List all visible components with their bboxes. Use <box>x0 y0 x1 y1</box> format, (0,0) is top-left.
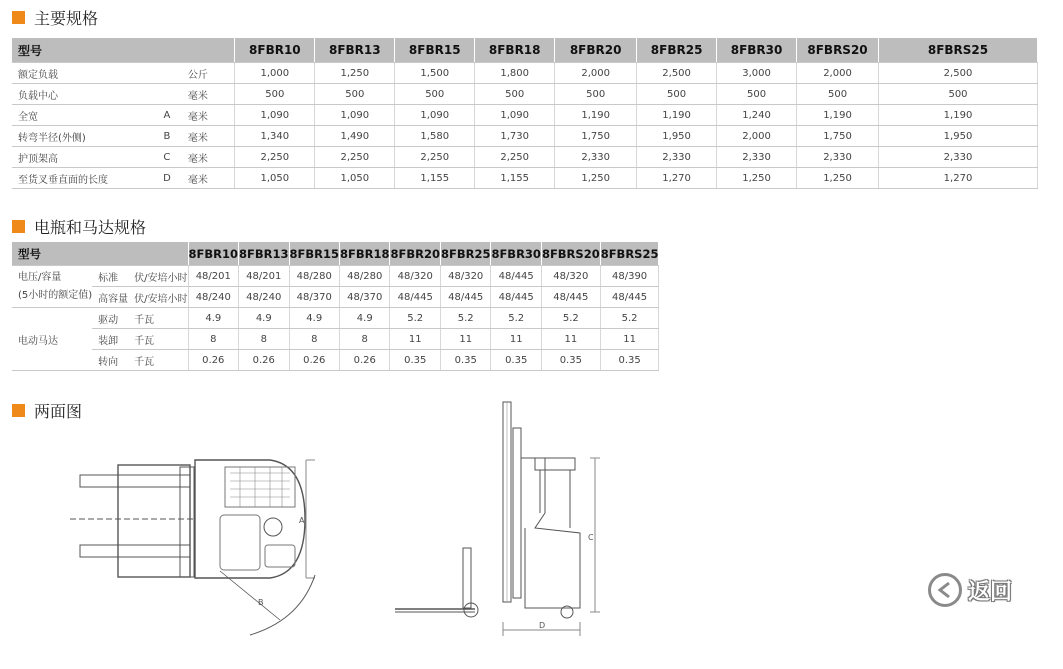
top-view-drawing <box>70 445 330 640</box>
spec-value: 2,000 <box>717 126 797 147</box>
spec-value: 0.26 <box>289 350 339 371</box>
spec-value: 1,240 <box>717 105 797 126</box>
spec-value: 5.2 <box>390 308 440 329</box>
spec-code: B <box>152 126 182 147</box>
model-header-label: 型号 <box>12 242 188 266</box>
spec-value: 4.9 <box>289 308 339 329</box>
spec-value: 1,340 <box>235 126 315 147</box>
spec-unit: 毫米 <box>182 84 235 105</box>
spec-value: 48/370 <box>340 287 390 308</box>
section-title-text: 两面图 <box>34 402 83 421</box>
mast <box>180 467 194 577</box>
spec-value: 1,190 <box>555 105 637 126</box>
spec-value: 1,155 <box>395 168 475 189</box>
spec-value: 2,330 <box>797 147 879 168</box>
section-title-battery-motor <box>12 215 146 238</box>
sub-label: 驱动 <box>92 308 128 329</box>
table-row <box>12 329 659 350</box>
unit-label: 千瓦 <box>128 350 188 371</box>
spec-value: 500 <box>879 84 1038 105</box>
spec-value: 500 <box>637 84 717 105</box>
model-header-cell: 8FBRS20 <box>797 38 879 63</box>
model-header-cell: 8FBR25 <box>440 242 490 266</box>
table-row <box>12 126 1038 147</box>
spec-value: 500 <box>555 84 637 105</box>
dimension-a-label: A <box>299 516 305 525</box>
spec-value: 0.26 <box>340 350 390 371</box>
spec-value: 1,800 <box>475 63 555 84</box>
sub-label: 标准 <box>92 266 128 287</box>
spec-value: 0.26 <box>239 350 289 371</box>
unit-label: 伏/安培小时 <box>128 287 188 308</box>
spec-value: 8 <box>289 329 339 350</box>
spec-label: 全宽 <box>12 105 152 126</box>
model-header-cell: 8FBR10 <box>235 38 315 63</box>
spec-value: 4.9 <box>340 308 390 329</box>
section-title-drawings <box>12 399 82 422</box>
model-header-cell: 8FBR13 <box>239 242 289 266</box>
spec-value: 500 <box>797 84 879 105</box>
spec-value: 1,090 <box>395 105 475 126</box>
table-row <box>12 287 659 308</box>
table-row <box>12 168 1038 189</box>
spec-value: 500 <box>235 84 315 105</box>
spec-value: 11 <box>541 329 600 350</box>
spec-value: 2,000 <box>555 63 637 84</box>
spec-value: 48/201 <box>188 266 238 287</box>
spec-value: 11 <box>440 329 490 350</box>
spec-value: 500 <box>717 84 797 105</box>
spec-value: 48/445 <box>491 287 541 308</box>
spec-unit: 毫米 <box>182 105 235 126</box>
spec-value: 1,950 <box>637 126 717 147</box>
spec-code <box>152 63 182 84</box>
spec-value: 1,050 <box>235 168 315 189</box>
spec-value: 500 <box>315 84 395 105</box>
section-title-text: 主要规格 <box>34 9 99 28</box>
spec-value: 2,500 <box>637 63 717 84</box>
spec-value: 0.35 <box>491 350 541 371</box>
spec-value: 0.35 <box>390 350 440 371</box>
spec-value: 1,490 <box>315 126 395 147</box>
spec-value: 1,730 <box>475 126 555 147</box>
spec-value: 48/320 <box>440 266 490 287</box>
section-title-main-specs <box>12 6 98 29</box>
spec-value: 2,330 <box>637 147 717 168</box>
section-title-text: 电瓶和马达规格 <box>34 218 147 237</box>
spec-value: 48/370 <box>289 287 339 308</box>
spec-value: 5.2 <box>600 308 659 329</box>
model-header-cell: 8FBR18 <box>340 242 390 266</box>
spec-value: 1,270 <box>637 168 717 189</box>
spec-value: 1,250 <box>797 168 879 189</box>
table-row <box>12 308 659 329</box>
spec-value: 2,250 <box>475 147 555 168</box>
spec-value: 500 <box>395 84 475 105</box>
spec-value: 1,750 <box>797 126 879 147</box>
overhead-guard <box>535 458 575 470</box>
spec-value: 0.26 <box>188 350 238 371</box>
spec-value: 48/390 <box>600 266 659 287</box>
spec-value: 1,250 <box>315 63 395 84</box>
spec-value: 4.9 <box>188 308 238 329</box>
spec-value: 5.2 <box>541 308 600 329</box>
spec-value: 11 <box>600 329 659 350</box>
spec-value: 8 <box>340 329 390 350</box>
voltage-label-line1: 电压/容量 <box>18 271 62 283</box>
spec-code: C <box>152 147 182 168</box>
spec-label: 护顶架高 <box>12 147 152 168</box>
table-row <box>12 266 659 287</box>
model-header-cell: 8FBRS25 <box>600 242 659 266</box>
model-header-cell: 8FBR13 <box>315 38 395 63</box>
back-button[interactable] <box>928 573 1012 607</box>
spec-value: 11 <box>390 329 440 350</box>
spec-code <box>152 84 182 105</box>
spec-value: 1,090 <box>235 105 315 126</box>
spec-label: 额定负载 <box>12 63 152 84</box>
table-header-row <box>12 38 1038 63</box>
spec-unit: 毫米 <box>182 168 235 189</box>
spec-value: 1,270 <box>879 168 1038 189</box>
model-header-cell: 8FBR15 <box>395 38 475 63</box>
spec-value: 1,090 <box>315 105 395 126</box>
table-row <box>12 350 659 371</box>
spec-value: 500 <box>475 84 555 105</box>
spec-code: D <box>152 168 182 189</box>
spec-value: 11 <box>491 329 541 350</box>
mast-side <box>503 402 521 602</box>
spec-value: 2,330 <box>879 147 1038 168</box>
spec-value: 1,250 <box>555 168 637 189</box>
spec-value: 1,500 <box>395 63 475 84</box>
spec-value: 48/320 <box>541 266 600 287</box>
spec-value: 5.2 <box>491 308 541 329</box>
spec-value: 2,250 <box>235 147 315 168</box>
table-row <box>12 84 1038 105</box>
spec-value: 1,950 <box>879 126 1038 147</box>
spec-value: 48/280 <box>340 266 390 287</box>
table-row <box>12 63 1038 84</box>
fork-carriage-side <box>463 548 471 608</box>
spec-value: 48/201 <box>239 266 289 287</box>
model-header-cell: 8FBR20 <box>555 38 637 63</box>
spec-value: 48/280 <box>289 266 339 287</box>
model-header-cell: 8FBR20 <box>390 242 440 266</box>
spec-value: 5.2 <box>440 308 490 329</box>
sub-label: 转向 <box>92 350 128 371</box>
spec-value: 8 <box>239 329 289 350</box>
spec-unit: 毫米 <box>182 147 235 168</box>
model-header-cell: 8FBR18 <box>475 38 555 63</box>
model-header-cell: 8FBR30 <box>717 38 797 63</box>
operator-area <box>220 515 260 570</box>
spec-value: 48/240 <box>239 287 289 308</box>
spec-value: 0.35 <box>600 350 659 371</box>
forks <box>70 475 195 557</box>
steering-wheel <box>264 518 282 536</box>
model-header-cell: 8FBR10 <box>188 242 238 266</box>
voltage-label-line2: (5小时的额定值) <box>18 289 93 301</box>
spec-value: 48/445 <box>541 287 600 308</box>
truck-body-side <box>521 458 580 608</box>
dimension-d-label: D <box>539 621 546 630</box>
table-row <box>12 147 1038 168</box>
spec-value: 1,250 <box>717 168 797 189</box>
unit-label: 千瓦 <box>128 308 188 329</box>
spec-value: 2,330 <box>717 147 797 168</box>
back-arrow-icon <box>928 573 962 607</box>
model-header-label: 型号 <box>12 38 235 63</box>
spec-value: 4.9 <box>239 308 289 329</box>
spec-value: 1,750 <box>555 126 637 147</box>
spec-value: 48/320 <box>390 266 440 287</box>
side-view-drawing <box>395 398 610 638</box>
spec-value: 3,000 <box>717 63 797 84</box>
table-header-row <box>12 242 659 266</box>
spec-label: 至货叉垂直面的长度 <box>12 168 152 189</box>
battery-motor-table <box>12 242 659 371</box>
spec-value: 1,190 <box>879 105 1038 126</box>
spec-value: 48/445 <box>491 266 541 287</box>
spec-value: 1,190 <box>637 105 717 126</box>
truck-body <box>195 460 305 578</box>
spec-value: 1,155 <box>475 168 555 189</box>
model-header-cell: 8FBRS25 <box>879 38 1038 63</box>
spec-value: 2,250 <box>315 147 395 168</box>
spec-value: 2,500 <box>879 63 1038 84</box>
spec-value: 2,330 <box>555 147 637 168</box>
table-row <box>12 105 1038 126</box>
section-bullet-icon <box>12 404 25 417</box>
voltage-capacity-label <box>12 266 92 308</box>
fork-carriage <box>118 465 190 577</box>
spec-value: 1,580 <box>395 126 475 147</box>
model-header-cell: 8FBR25 <box>637 38 717 63</box>
dimension-b-label: B <box>258 598 264 607</box>
back-button-label: 返回 <box>968 579 1013 605</box>
spec-value: 48/445 <box>390 287 440 308</box>
section-bullet-icon <box>12 220 25 233</box>
spec-label: 转弯半径(外侧) <box>12 126 152 147</box>
spec-code: A <box>152 105 182 126</box>
spec-value: 2,250 <box>395 147 475 168</box>
spec-value: 1,190 <box>797 105 879 126</box>
unit-label: 千瓦 <box>128 329 188 350</box>
spec-value: 1,000 <box>235 63 315 84</box>
spec-label: 负载中心 <box>12 84 152 105</box>
spec-value: 48/240 <box>188 287 238 308</box>
spec-value: 1,050 <box>315 168 395 189</box>
main-specs-table <box>12 38 1038 189</box>
spec-value: 48/445 <box>440 287 490 308</box>
model-header-cell: 8FBRS20 <box>541 242 600 266</box>
spec-value: 48/445 <box>600 287 659 308</box>
sub-label: 高容量 <box>92 287 128 308</box>
spec-value: 8 <box>188 329 238 350</box>
spec-value: 1,090 <box>475 105 555 126</box>
section-bullet-icon <box>12 11 25 24</box>
sub-label: 装卸 <box>92 329 128 350</box>
spec-value: 0.35 <box>541 350 600 371</box>
motor-label: 电动马达 <box>12 308 92 371</box>
spec-unit: 公斤 <box>182 63 235 84</box>
spec-value: 0.35 <box>440 350 490 371</box>
spec-unit: 毫米 <box>182 126 235 147</box>
dimension-c-label: C <box>588 533 594 542</box>
unit-label: 伏/安培小时 <box>128 266 188 287</box>
model-header-cell: 8FBR30 <box>491 242 541 266</box>
spec-value: 2,000 <box>797 63 879 84</box>
model-header-cell: 8FBR15 <box>289 242 339 266</box>
